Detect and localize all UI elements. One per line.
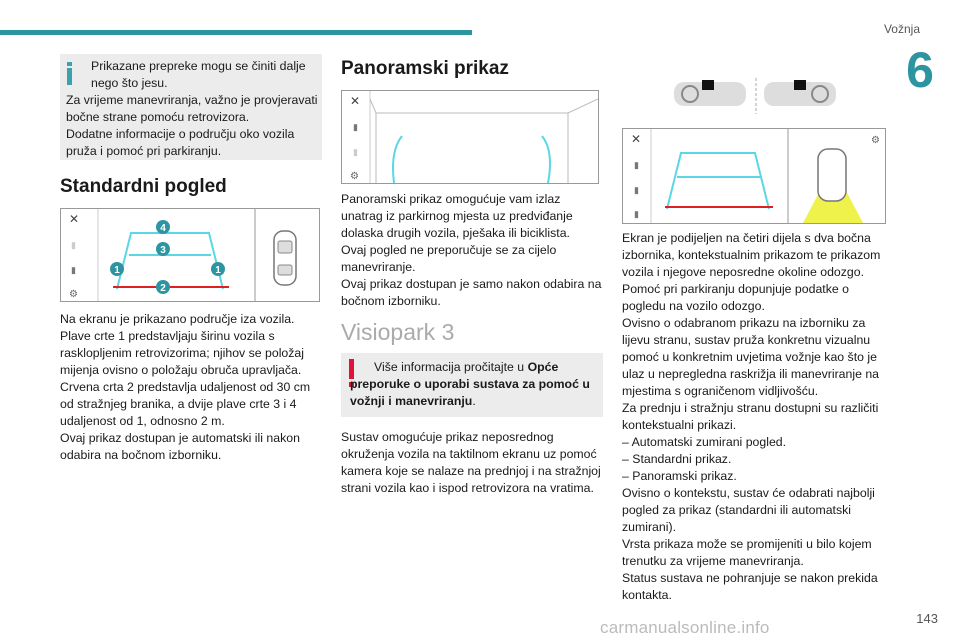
standard-paragraph: Na ekranu je prikazano područje iza vozila. xyxy=(60,312,295,326)
svg-text:⚙: ⚙ xyxy=(871,135,880,146)
right-paragraph: Status sustava ne pohranjuje se nakon prekida kontakta. xyxy=(622,571,878,602)
standard-paragraph: Crvena crta 2 predstavlja udaljenost od 30 cm od stražnjeg branika, a dvije plave crte 3 i 4 udaljenost od 1, odnosno 2 m. xyxy=(60,380,311,428)
right-paragraph: Pomoć pri parkiranju dopunjuje podatke o pogledu na vozilo odozgo. xyxy=(622,282,849,313)
svg-text:▮: ▮ xyxy=(353,147,358,157)
svg-text:✕: ✕ xyxy=(631,132,642,146)
svg-text:▮: ▮ xyxy=(634,209,639,219)
right-column-text xyxy=(622,230,892,604)
mirror-views-illustration xyxy=(672,76,840,116)
panoramic-view-diagram xyxy=(341,90,599,184)
label-2: 2 xyxy=(160,283,166,294)
visiopark-screen-diagram xyxy=(622,128,886,224)
standard-paragraph: Plave crte 1 predstavljaju širinu vozila s rasklopljenim retrovizorima; njihov se položaj mijenja ovisno o položaju obruča upravljača. xyxy=(60,329,304,377)
panoramic-heading: Panoramski prikaz xyxy=(341,58,509,79)
svg-text:▮: ▮ xyxy=(634,185,639,195)
svg-text:⚙: ⚙ xyxy=(350,171,359,182)
info-indent-text: Prikazane prepreke mogu se činiti dalje nego što jesu. xyxy=(91,59,306,90)
info-icon xyxy=(66,62,74,85)
visiopark-heading: Visiopark 3 xyxy=(341,319,455,345)
right-paragraph: Za prednju i stražnju stranu dostupni su različiti kontekstualni prikazi. xyxy=(622,401,879,432)
panoramic-text xyxy=(341,191,603,310)
right-list-item: – Standardni prikaz. xyxy=(622,452,732,466)
right-list-item: – Panoramski prikaz. xyxy=(622,469,737,483)
watermark: carmanualsonline.info xyxy=(600,618,770,637)
standard-heading: Standardni pogled xyxy=(60,176,227,197)
standard-text xyxy=(60,311,322,464)
svg-text:⚙: ⚙ xyxy=(69,289,78,300)
info-text: Za vrijeme manevriranja, važno je provjeravati bočne strane pomoću retrovizora. Dodatne informacije o području oko vozila pruža i pomoć pri parkiranju. xyxy=(66,93,318,158)
visiopark-paragraph: Sustav omogućuje prikaz neposrednog okruženja vozila na taktilnom ekranu uz pomoć kamera koje se nalaze na prednjoj i na stražnjoj strani vozila kao i ispod retrovizora na vratima. xyxy=(341,430,601,495)
svg-text:✕: ✕ xyxy=(350,94,361,108)
svg-text:▮: ▮ xyxy=(71,240,76,250)
standard-view-diagram xyxy=(60,208,320,302)
panoramic-paragraph: Ovaj pogled ne preporučuje se za cijelo manevriranje. xyxy=(341,243,557,274)
chapter-number: 6 xyxy=(906,42,934,98)
label-1-right: 1 xyxy=(215,265,221,276)
svg-text:▮: ▮ xyxy=(71,265,76,275)
label-4: 4 xyxy=(160,223,166,234)
right-paragraph: Ovisno o odabranom prikazu na izborniku za lijevu stranu, sustav pruža konkretnu vizualnu pomoć u konkretnim uvjetima vožnje kao što je ulaz u nepregledna raskrižja ili manevriranje na mjestima s ograničenom vidljivošću. xyxy=(622,316,880,398)
right-paragraph: Vrsta prikaza može se promijeniti u bilo kojem trenutku za vrijeme manevriranja. xyxy=(622,537,872,568)
warning-box xyxy=(341,353,603,417)
svg-text:▮: ▮ xyxy=(353,122,358,132)
right-paragraph: Ekran je podijeljen na četiri dijela s dva bočna izbornika, kontekstualnim prikazom te prikazom vozila i njegove neposredne okoline odozgo. xyxy=(622,231,881,279)
svg-text:▮: ▮ xyxy=(634,160,639,170)
warning-text: Više informacija pročitajte u Opće preporuke o uporabi sustava za pomoć u vožnji i manevriranju. xyxy=(350,360,590,408)
panoramic-paragraph: Ovaj prikaz dostupan je samo nakon odabira na bočnom izborniku. xyxy=(341,277,602,308)
info-box xyxy=(60,54,322,160)
page-number: 143 xyxy=(916,611,938,626)
label-3: 3 xyxy=(160,245,166,256)
standard-paragraph: Ovaj prikaz dostupan je automatski ili nakon odabira na bočnom izborniku. xyxy=(60,431,300,462)
right-paragraph: Ovisno o kontekstu, sustav će odabrati najbolji pogled za prikaz (standardni ili automatski zumirani). xyxy=(622,486,875,534)
svg-text:✕: ✕ xyxy=(69,212,80,226)
header-accent-bar xyxy=(0,30,472,35)
section-label: Vožnja xyxy=(883,22,920,36)
panoramic-paragraph: Panoramski prikaz omogućuje vam izlaz unatrag iz parkirnog mjesta uz predviđanje dolaska drugih vozila, pješaka ili biciklista. xyxy=(341,192,573,240)
label-1-left: 1 xyxy=(114,265,120,276)
right-list-item: – Automatski zumirani pogled. xyxy=(622,435,787,449)
